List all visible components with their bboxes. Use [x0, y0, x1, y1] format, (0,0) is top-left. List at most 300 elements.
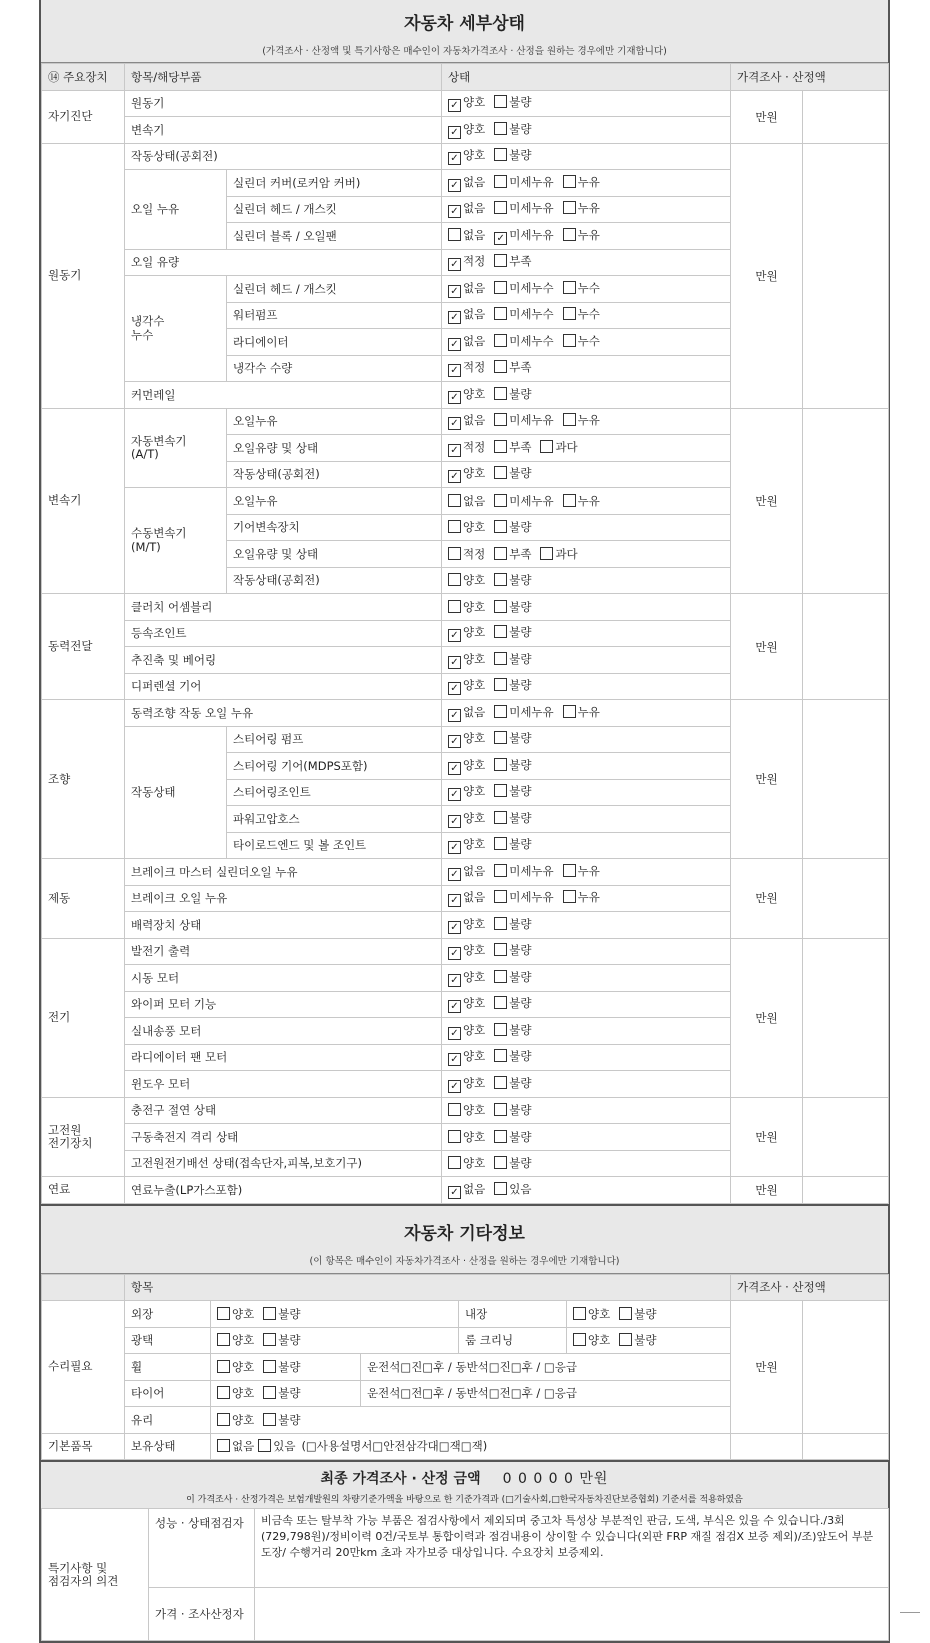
checkbox[interactable] [563, 334, 576, 347]
checkbox-checked[interactable]: ✓ [448, 1027, 461, 1040]
option-bad[interactable] [263, 1306, 300, 1322]
checkbox[interactable] [494, 652, 507, 665]
option-good[interactable] [448, 810, 485, 828]
option-none[interactable] [217, 1438, 254, 1454]
option-good[interactable] [448, 783, 485, 801]
option-good[interactable] [448, 651, 485, 669]
option-label: 양호 [232, 1386, 255, 1401]
option-good[interactable] [573, 1306, 610, 1322]
checkbox[interactable] [563, 281, 576, 294]
checkbox-checked[interactable]: ✓ [448, 921, 461, 934]
option-minor[interactable] [494, 412, 553, 428]
option-low[interactable] [494, 439, 531, 455]
option-bad[interactable] [494, 1022, 531, 1038]
option-bad[interactable] [494, 810, 531, 826]
option-good[interactable] [217, 1306, 254, 1322]
option-label: 불량 [634, 1333, 657, 1348]
checkbox[interactable] [217, 1333, 230, 1346]
option-leak[interactable] [563, 863, 600, 879]
option-label: 양호 [588, 1306, 611, 1321]
option-good[interactable] [448, 572, 485, 588]
state-cell [211, 1407, 731, 1434]
option-good[interactable] [217, 1359, 254, 1375]
option-leak[interactable] [563, 227, 600, 243]
checkbox[interactable] [494, 705, 507, 718]
option-exist[interactable] [494, 1181, 531, 1197]
option-proper[interactable] [448, 253, 485, 271]
option-minor[interactable] [494, 493, 553, 509]
checkbox[interactable] [494, 890, 507, 903]
option-over[interactable] [540, 439, 577, 455]
option-good[interactable] [448, 995, 485, 1013]
option-bad[interactable] [494, 147, 531, 163]
state-cell [211, 1380, 361, 1407]
state-cell [442, 514, 731, 541]
checkbox[interactable] [494, 547, 507, 560]
option-bad[interactable] [494, 624, 531, 640]
option-label: 없음 [232, 1439, 255, 1454]
option-none[interactable] [448, 704, 485, 722]
option-over[interactable] [540, 546, 577, 562]
checkbox[interactable] [448, 600, 461, 613]
option-bad[interactable] [494, 572, 531, 588]
option-good[interactable] [448, 1155, 485, 1171]
checkbox[interactable] [494, 943, 507, 956]
item-oil-level: 오일 유량 [125, 249, 442, 276]
item-tie-rod: 타이로드엔드 및 볼 조인트 [227, 832, 442, 859]
option-bad[interactable] [494, 1129, 531, 1145]
checkbox[interactable] [494, 201, 507, 214]
option-bad[interactable] [494, 942, 531, 958]
option-leak[interactable] [563, 493, 600, 509]
option-exist[interactable] [258, 1438, 295, 1454]
option-low[interactable] [494, 546, 531, 562]
etc-subtitle: (이 항목은 매수인이 자동차가격조사 · 산정을 원하는 경우에만 기재합니다) [309, 1255, 620, 1267]
item-mt-leak: 오일누유 [227, 488, 442, 515]
option-good[interactable] [448, 942, 485, 960]
option-bad[interactable] [494, 836, 531, 852]
checkbox[interactable] [563, 494, 576, 507]
option-bad[interactable] [494, 519, 531, 535]
checkbox[interactable] [448, 1130, 461, 1143]
checkbox-checked[interactable]: ✓ [448, 364, 461, 377]
category-fuel: 연료 [42, 1177, 125, 1204]
option-good[interactable] [448, 624, 485, 642]
option-label: 있음 [509, 1181, 532, 1196]
option-bad[interactable] [263, 1332, 300, 1348]
option-leak[interactable] [563, 889, 600, 905]
checkbox[interactable] [494, 307, 507, 320]
option-label: 불량 [509, 599, 532, 614]
checkbox[interactable] [540, 547, 553, 560]
option-label: 불량 [509, 757, 532, 772]
option-good[interactable] [573, 1332, 610, 1348]
checkbox[interactable] [494, 440, 507, 453]
checkbox-checked[interactable]: ✓ [448, 974, 461, 987]
checkbox-checked[interactable]: ✓ [448, 762, 461, 775]
option-proper[interactable] [448, 359, 485, 377]
option-good[interactable] [448, 1022, 485, 1040]
checkbox-checked[interactable]: ✓ [448, 868, 461, 881]
checkbox-checked[interactable]: ✓ [448, 656, 461, 669]
option-none[interactable] [448, 412, 485, 430]
option-minor[interactable] [494, 306, 553, 322]
checkbox[interactable] [563, 864, 576, 877]
option-good[interactable] [448, 1075, 485, 1093]
option-low[interactable] [494, 359, 531, 375]
option-label: 불량 [509, 1103, 532, 1118]
item-water-pump: 워터펌프 [227, 302, 442, 329]
checkbox-checked[interactable]: ✓ [448, 1000, 461, 1013]
option-label: 없음 [463, 174, 486, 189]
checkbox[interactable] [494, 360, 507, 373]
option-proper[interactable] [448, 546, 485, 562]
category-elec: 전기 [42, 938, 125, 1097]
option-good[interactable] [448, 147, 485, 165]
option-bad[interactable] [494, 1075, 531, 1091]
option-label: 부족 [509, 439, 532, 454]
checkbox[interactable] [263, 1307, 276, 1320]
option-good[interactable] [448, 757, 485, 775]
item-interior: 내장 [459, 1301, 567, 1328]
option-bad[interactable] [494, 677, 531, 693]
checkbox[interactable] [494, 731, 507, 744]
option-good[interactable] [217, 1385, 254, 1401]
item-tire: 타이어 [125, 1380, 211, 1407]
checkbox[interactable] [258, 1439, 271, 1452]
etc-title: 자동차 기타정보 [404, 1223, 525, 1244]
option-leak[interactable] [563, 704, 600, 720]
state-cell [442, 832, 731, 859]
checkbox[interactable] [217, 1439, 230, 1452]
option-bad[interactable] [494, 783, 531, 799]
checkbox[interactable] [217, 1413, 230, 1426]
checkbox[interactable] [494, 122, 507, 135]
option-label: 불량 [509, 731, 532, 746]
checkbox[interactable] [494, 494, 507, 507]
checkbox[interactable] [494, 281, 507, 294]
checkbox-checked[interactable]: ✓ [448, 179, 461, 192]
option-label: 없음 [463, 227, 486, 242]
checkbox[interactable] [494, 811, 507, 824]
option-label: 누유 [577, 493, 600, 508]
state-cell [442, 435, 731, 462]
option-bad[interactable] [494, 599, 531, 615]
option-label: 불량 [509, 1156, 532, 1171]
option-good[interactable] [448, 969, 485, 987]
checkbox-checked[interactable]: ✓ [448, 205, 461, 218]
option-label: 없음 [463, 1181, 486, 1196]
option-good[interactable] [448, 916, 485, 934]
checkbox[interactable] [494, 1076, 507, 1089]
state-cell [211, 1301, 459, 1328]
checkbox-checked[interactable]: ✓ [448, 285, 461, 298]
checkbox-checked[interactable]: ✓ [448, 1186, 461, 1199]
option-none[interactable] [448, 280, 485, 298]
option-label: 불량 [509, 651, 532, 666]
checkbox[interactable] [494, 970, 507, 983]
option-bad[interactable] [263, 1359, 300, 1375]
option-none[interactable] [448, 200, 485, 218]
option-none[interactable] [448, 863, 485, 881]
option-bad[interactable] [494, 730, 531, 746]
checkbox[interactable] [563, 228, 576, 241]
col-item-part: 항목/해당부품 [125, 64, 442, 91]
checkbox[interactable] [494, 387, 507, 400]
state-cell [442, 991, 731, 1018]
state-cell [211, 1433, 731, 1460]
option-bad[interactable] [619, 1332, 656, 1348]
option-good[interactable] [448, 465, 485, 483]
checkbox-checked[interactable]: ✓ [448, 735, 461, 748]
checkbox-checked[interactable]: ✓ [448, 947, 461, 960]
checkbox[interactable] [494, 1182, 507, 1195]
checkbox[interactable] [619, 1307, 632, 1320]
checkbox-checked[interactable]: ✓ [448, 815, 461, 828]
checkbox[interactable] [448, 1156, 461, 1169]
option-label: 불량 [278, 1333, 301, 1348]
option-label: 불량 [509, 95, 532, 110]
checkbox[interactable] [494, 1049, 507, 1062]
checkbox-checked[interactable]: ✓ [448, 894, 461, 907]
checkbox[interactable] [494, 625, 507, 638]
checkbox-checked[interactable]: ✓ [448, 841, 461, 854]
item-mt-level: 오일유량 및 상태 [227, 541, 442, 568]
checkbox[interactable] [494, 1156, 507, 1169]
option-label: 양호 [232, 1306, 255, 1321]
option-good[interactable] [448, 1048, 485, 1066]
state-cell [442, 382, 731, 409]
tire-detail: 운전석□전□후 / 동반석□전□후 / □응급 [361, 1380, 731, 1407]
option-bad[interactable] [263, 1385, 300, 1401]
price-extra [803, 700, 889, 859]
checkbox[interactable] [263, 1360, 276, 1373]
option-good[interactable] [448, 121, 485, 139]
option-label: 불량 [278, 1386, 301, 1401]
checkbox[interactable] [494, 334, 507, 347]
checkbox[interactable] [494, 678, 507, 691]
option-none[interactable] [448, 1181, 485, 1199]
option-label: 양호 [463, 520, 486, 535]
option-bad[interactable] [494, 1155, 531, 1171]
option-leak[interactable] [563, 412, 600, 428]
option-minor[interactable] [494, 863, 553, 879]
checkbox[interactable] [217, 1307, 230, 1320]
option-minor[interactable] [494, 200, 553, 216]
table-row [42, 408, 889, 435]
option-label: 양호 [588, 1333, 611, 1348]
option-none[interactable] [448, 306, 485, 324]
checkbox[interactable] [448, 573, 461, 586]
checkbox-checked[interactable]: ✓ [448, 444, 461, 457]
checkbox[interactable] [263, 1333, 276, 1346]
checkbox[interactable] [619, 1333, 632, 1346]
item-alternator: 발전기 출력 [125, 938, 442, 965]
checkbox[interactable] [263, 1413, 276, 1426]
checkbox-checked[interactable]: ✓ [448, 470, 461, 483]
option-none[interactable] [448, 889, 485, 907]
checkbox[interactable] [494, 520, 507, 533]
checkbox[interactable] [494, 758, 507, 771]
option-leak[interactable] [563, 174, 600, 190]
checkbox-checked[interactable]: ✓ [448, 788, 461, 801]
checkbox-checked[interactable]: ✓ [448, 99, 461, 112]
option-label: 누유 [577, 890, 600, 905]
checkbox[interactable] [563, 705, 576, 718]
option-minor[interactable] [494, 333, 553, 349]
checkbox[interactable] [573, 1333, 586, 1346]
checkbox[interactable] [494, 175, 507, 188]
checkbox[interactable] [448, 228, 461, 241]
option-label: 양호 [463, 599, 486, 614]
checkbox[interactable] [573, 1307, 586, 1320]
option-good[interactable] [217, 1412, 254, 1428]
checkbox[interactable] [448, 494, 461, 507]
option-bad[interactable] [494, 651, 531, 667]
option-leak[interactable] [563, 280, 600, 296]
option-label: 불량 [509, 1075, 532, 1090]
etc-info-table [41, 1274, 889, 1461]
option-leak[interactable] [563, 200, 600, 216]
state-cell [442, 885, 731, 912]
option-leak[interactable] [563, 306, 600, 322]
option-bad[interactable] [494, 969, 531, 985]
option-minor[interactable] [494, 889, 553, 905]
option-label: 미세누유 [509, 863, 554, 878]
checkbox[interactable] [563, 175, 576, 188]
checkbox[interactable] [563, 890, 576, 903]
checkbox-checked[interactable]: ✓ [448, 682, 461, 695]
checkbox[interactable] [540, 440, 553, 453]
checkbox[interactable] [494, 148, 507, 161]
option-bad[interactable] [494, 1102, 531, 1118]
checkbox[interactable] [494, 466, 507, 479]
option-label: 불량 [509, 1022, 532, 1037]
checkbox-checked[interactable]: ✓ [494, 232, 507, 245]
option-bad[interactable] [494, 121, 531, 137]
option-bad[interactable] [494, 916, 531, 932]
checkbox[interactable] [563, 307, 576, 320]
checkbox-checked[interactable]: ✓ [448, 629, 461, 642]
item-cyl-cover: 실린더 커버(로커암 커버) [227, 170, 442, 197]
item-st-pump: 스티어링 펌프 [227, 726, 442, 753]
checkbox-checked[interactable]: ✓ [448, 709, 461, 722]
option-good[interactable] [217, 1332, 254, 1348]
table-row [42, 1097, 889, 1124]
checkbox-checked[interactable]: ✓ [448, 1080, 461, 1093]
item-at-op: 작동상태(공회전) [227, 461, 442, 488]
checkbox[interactable] [494, 254, 507, 267]
option-label: 양호 [463, 996, 486, 1011]
option-leak[interactable] [563, 333, 600, 349]
option-none[interactable] [448, 227, 485, 243]
checkbox-checked[interactable]: ✓ [448, 126, 461, 139]
checkbox-checked[interactable]: ✓ [448, 417, 461, 430]
option-good[interactable] [448, 730, 485, 748]
option-good[interactable] [448, 1102, 485, 1118]
option-none[interactable] [448, 493, 485, 509]
item-motor: 원동기 [125, 90, 442, 117]
checkbox[interactable] [494, 1130, 507, 1143]
option-bad[interactable] [494, 386, 531, 402]
option-low[interactable] [494, 253, 531, 269]
checkbox[interactable] [563, 201, 576, 214]
checkbox[interactable] [448, 1103, 461, 1116]
option-bad[interactable] [619, 1306, 656, 1322]
option-bad[interactable] [494, 1048, 531, 1064]
checkbox[interactable] [494, 1103, 507, 1116]
state-cell [442, 700, 731, 727]
checkbox[interactable] [494, 864, 507, 877]
checkbox[interactable] [494, 573, 507, 586]
checkbox-checked[interactable]: ✓ [448, 1053, 461, 1066]
option-good[interactable] [448, 1129, 485, 1145]
checkbox[interactable] [494, 413, 507, 426]
state-cell [442, 276, 731, 303]
checkbox[interactable] [494, 1023, 507, 1036]
option-minor[interactable] [494, 704, 553, 720]
option-good[interactable] [448, 519, 485, 535]
checkbox[interactable] [494, 784, 507, 797]
checkbox-checked[interactable]: ✓ [448, 258, 461, 271]
option-bad[interactable] [263, 1412, 300, 1428]
option-bad[interactable] [494, 94, 531, 110]
option-label: 미세누유 [509, 493, 554, 508]
remarks-price-label: 가격 · 조사산정자 [149, 1588, 255, 1641]
checkbox[interactable] [494, 837, 507, 850]
item-wheel: 휠 [125, 1354, 211, 1381]
option-none[interactable] [448, 174, 485, 192]
checkbox-checked[interactable]: ✓ [448, 152, 461, 165]
checkbox[interactable] [494, 95, 507, 108]
option-label: 없음 [463, 201, 486, 216]
detail-header-row [42, 64, 889, 91]
price-extra [803, 859, 889, 939]
checkbox[interactable] [494, 917, 507, 930]
option-good[interactable] [448, 836, 485, 854]
checkbox[interactable] [563, 413, 576, 426]
category-basic: 기본품목 [42, 1433, 125, 1460]
option-bad[interactable] [494, 757, 531, 773]
item-hv-wire: 고전원전기배선 상태(접속단자,피복,보호기구) [125, 1150, 442, 1177]
option-label: 양호 [463, 1103, 486, 1118]
checkbox[interactable] [494, 996, 507, 1009]
option-proper[interactable] [448, 439, 485, 457]
option-bad[interactable] [494, 465, 531, 481]
checkbox-checked[interactable]: ✓ [448, 338, 461, 351]
checkbox[interactable] [448, 547, 461, 560]
option-bad[interactable] [494, 995, 531, 1011]
state-cell [442, 196, 731, 223]
option-good[interactable] [448, 599, 485, 615]
checkbox[interactable] [448, 520, 461, 533]
option-minor[interactable] [494, 227, 553, 245]
checkbox[interactable] [494, 600, 507, 613]
checkbox[interactable] [217, 1360, 230, 1373]
checkbox[interactable] [263, 1386, 276, 1399]
option-good[interactable] [448, 386, 485, 404]
checkbox-checked[interactable]: ✓ [448, 311, 461, 324]
item-charge-port: 충전구 절연 상태 [125, 1097, 442, 1124]
option-good[interactable] [448, 94, 485, 112]
option-good[interactable] [448, 677, 485, 695]
option-minor[interactable] [494, 174, 553, 190]
checkbox-checked[interactable]: ✓ [448, 391, 461, 404]
option-minor[interactable] [494, 280, 553, 296]
final-price-title [41, 1468, 888, 1488]
option-none[interactable] [448, 333, 485, 351]
checkbox[interactable] [217, 1386, 230, 1399]
